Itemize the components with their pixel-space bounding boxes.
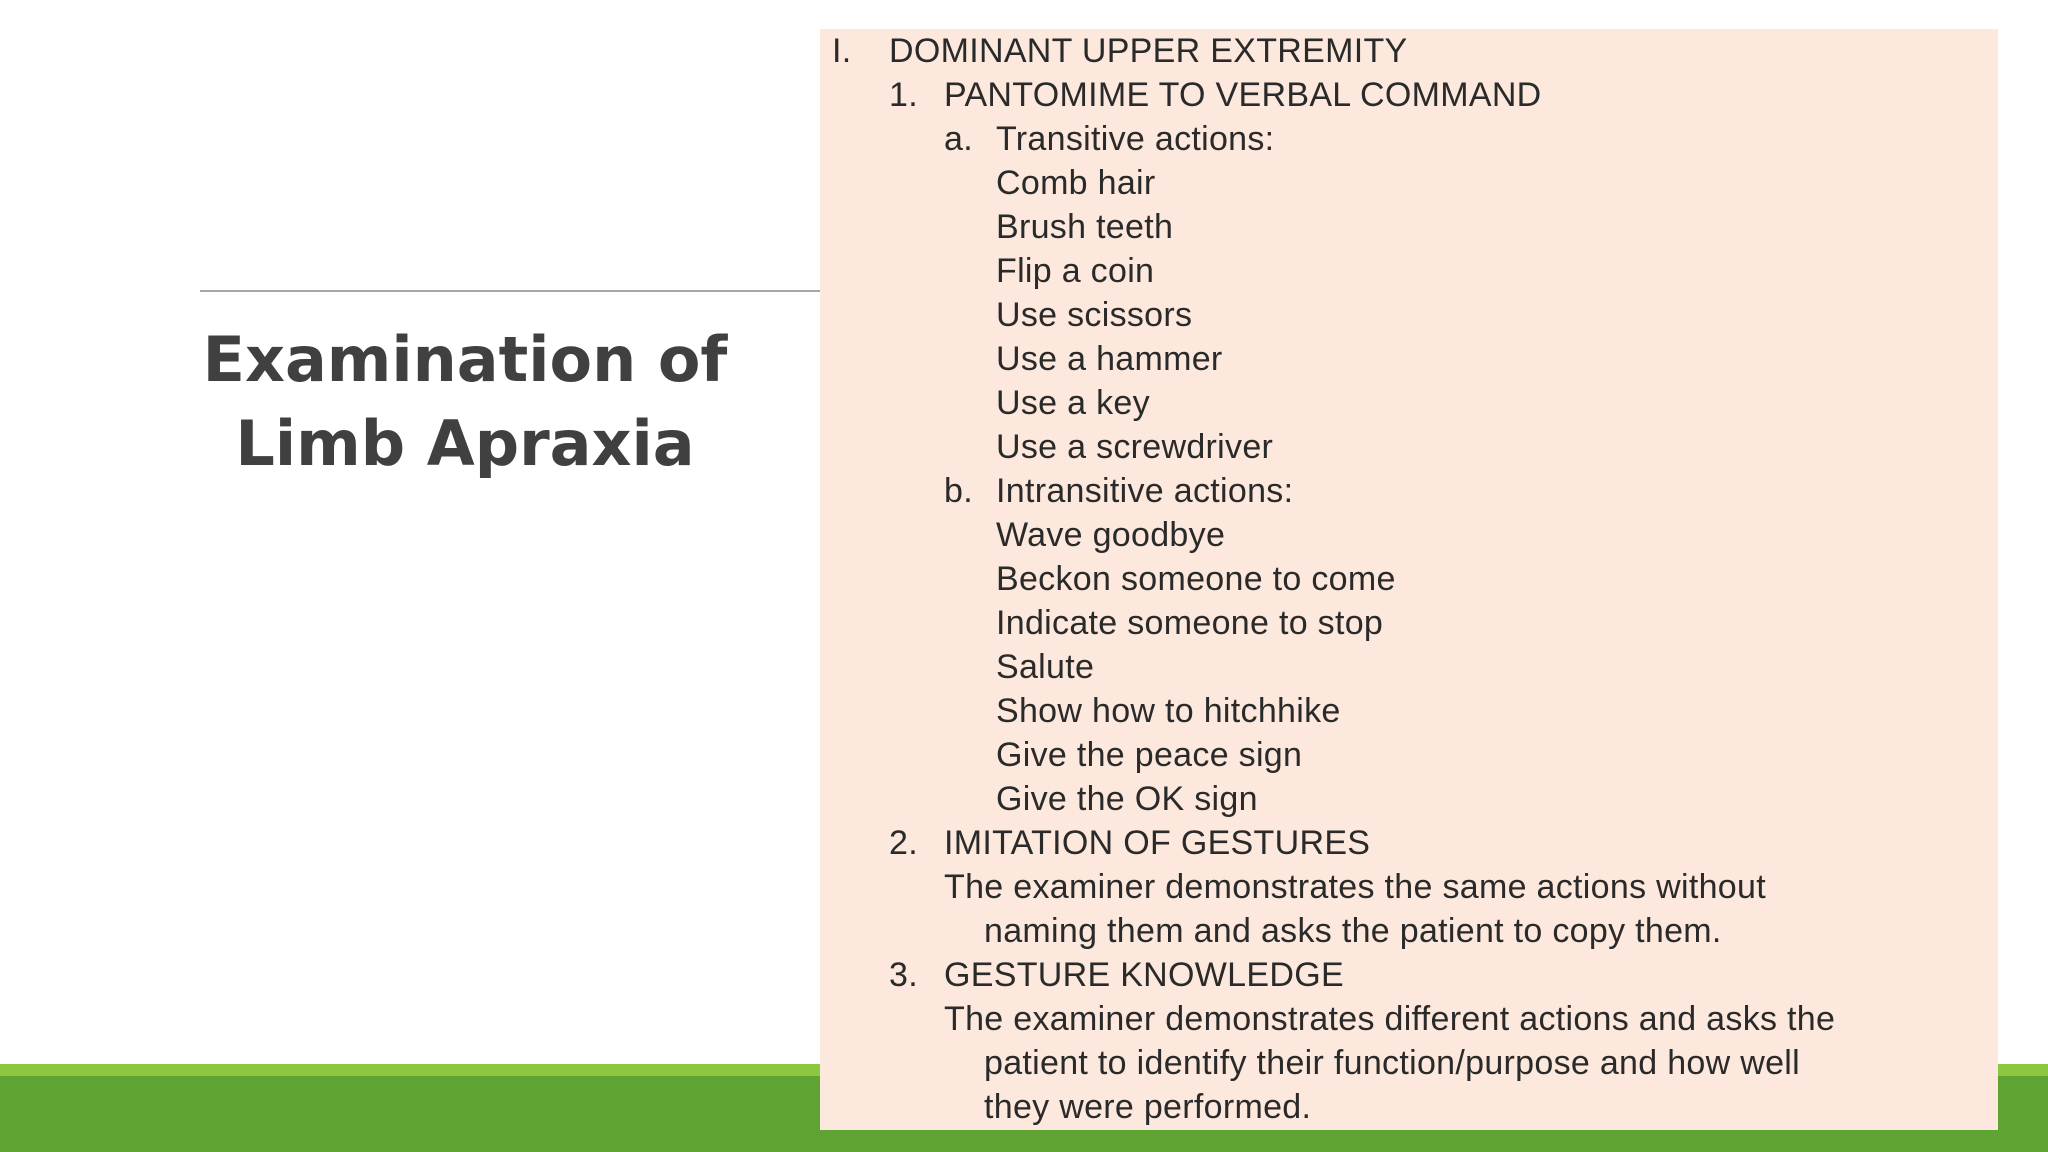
section-number: I. [832, 32, 852, 70]
list-item-text: Indicate someone to stop [996, 604, 1384, 642]
list-item-text: Use a hammer [996, 340, 1223, 378]
part-1-title: PANTOMIME TO VERBAL COMMAND [944, 76, 1542, 114]
list-item-text: Salute [996, 648, 1095, 686]
list-item-text: Give the OK sign [996, 780, 1258, 818]
list-item-text: Use a key [996, 384, 1150, 422]
part-3-title: GESTURE KNOWLEDGE [944, 956, 1344, 994]
list-item-text: Flip a coin [996, 252, 1155, 290]
title-divider [200, 290, 830, 292]
description-text: The examiner demonstrates different actions and asks the [944, 1000, 1836, 1038]
part-2-number: 2. [889, 824, 918, 862]
description-text: naming them and asks the patient to copy them. [984, 912, 1722, 950]
list-item-text: Use a screwdriver [996, 428, 1274, 466]
list-item-text: Give the peace sign [996, 736, 1303, 774]
description-text: they were performed. [984, 1088, 1312, 1126]
slide-title [200, 318, 730, 486]
part-2-title: IMITATION OF GESTURES [944, 824, 1371, 862]
slide-title-line-2: Limb Apraxia [235, 407, 695, 480]
intransitive-letter: b. [944, 472, 973, 510]
part-3-number: 3. [889, 956, 918, 994]
list-item-text: Use scissors [996, 296, 1193, 334]
list-item-text: Brush teeth [996, 208, 1174, 246]
description-text: The examiner demonstrates the same actions without [944, 868, 1766, 906]
list-item-text: Wave goodbye [996, 516, 1226, 554]
exam-outline-image [820, 29, 1998, 1130]
section-title: DOMINANT UPPER EXTREMITY [889, 32, 1408, 70]
intransitive-label: Intransitive actions: [996, 472, 1294, 510]
part-1-number: 1. [889, 76, 918, 114]
slide-title-line-1: Examination of [202, 323, 728, 396]
list-item-text: Beckon someone to come [996, 560, 1396, 598]
list-item-text: Show how to hitchhike [996, 692, 1341, 730]
transitive-label: Transitive actions: [996, 120, 1275, 158]
description-text: patient to identify their function/purpose and how well [984, 1044, 1800, 1082]
transitive-letter: a. [944, 120, 973, 158]
list-item-text: Comb hair [996, 164, 1156, 202]
